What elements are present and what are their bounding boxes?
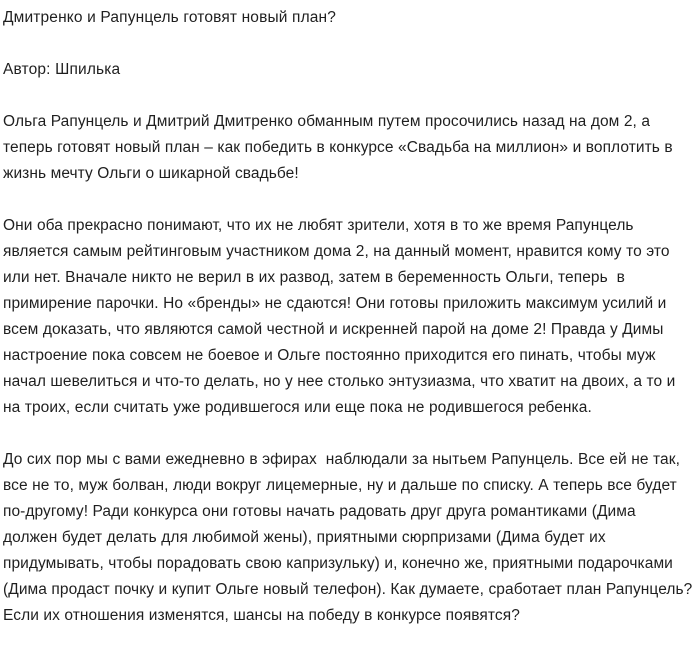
article-paragraph: До сих пор мы с вами ежедневно в эфирах наблюдали за нытьем Рапунцель. Все ей не так, все не то, муж болван, люди вокруг лицемерные, ну и дальше по списку. А теперь все будет по-другому! Ради конкурса они готовы начать радовать друг друга романтиками (Дима должен будет делать для любимой жены), приятными сюрпризами (Дима будет их придумывать, чтобы порадовать свою капризульку) и, конечно же, приятными подарочками (Дима продаст почку и купит Ольге новый телефон). Как думаете, сработает план Рапунцель? Если их отношения изменятся, шансы на победу в конкурсе появятся? [3,451,697,624]
article-title: Дмитренко и Рапунцель готовят новый план? [3,9,337,26]
article-author: Автор: Шпилька [3,61,121,78]
article-paragraph: Ольга Рапунцель и Дмитрий Дмитренко обманным путем просочились назад на дом 2, а теперь готовят новый план – как победить в конкурсе «Свадьба на миллион» и воплотить в жизнь мечту Ольги о шикарной свадьбе! [3,113,678,182]
article-paragraph: Они оба прекрасно понимают, что их не любят зрители, хотя в то же время Рапунцель является самым рейтинговым участником дома 2, на данный момент, нравится кому то это или нет. Вначале никто не верил в их развод, затем в беременность Ольги, теперь в примирение парочки. Но «бренды» не сдаются! Они готовы приложить максимум усилий и всем доказать, что являются самой честной и искренней парой на доме 2! Правда у Димы настроение пока совсем не боевое и Ольге постоянно приходится его пинать, чтобы муж начал шевелиться и что-то делать, но у нее столько энтузиазма, что хватит на двоих, а то и на троих, если считать уже родившегося или еще пока не родившегося ребенка. [3,217,680,416]
article-body [3,109,697,629]
